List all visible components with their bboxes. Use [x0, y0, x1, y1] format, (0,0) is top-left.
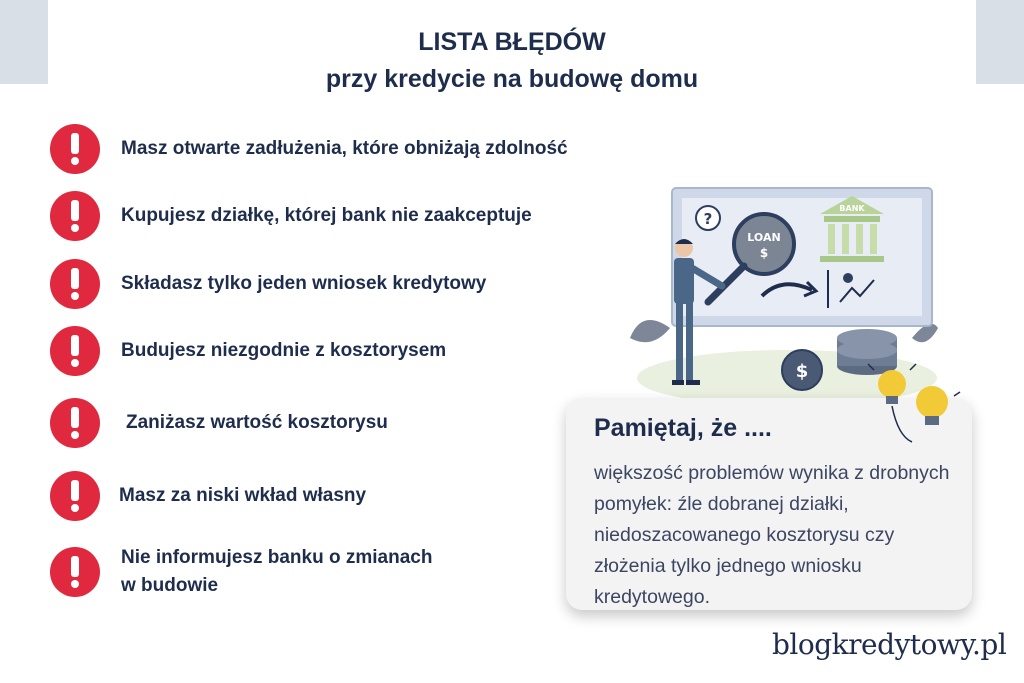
coin-small-icon — [843, 273, 853, 283]
loan-label: LOAN — [747, 231, 781, 244]
error-item-label: Budujesz niezgodnie z kosztorysem — [121, 340, 447, 361]
exclamation-icon — [50, 471, 100, 521]
dollar-label: $ — [759, 246, 769, 260]
error-item — [50, 191, 532, 241]
light-bulb-icon — [862, 356, 962, 448]
brand-logo: blogkredytowy.pl — [772, 628, 1007, 661]
error-item-label: Zaniżasz wartość kosztorysu — [126, 412, 388, 433]
error-item — [50, 398, 388, 448]
error-item — [50, 326, 446, 376]
error-item-label: Nie informujesz banku o zmianach w budowie — [121, 547, 433, 596]
page-title — [0, 26, 1024, 96]
reminder-text: większość problemów wynika z drobnych pomyłek: źle dobranej działki, niedoszacowanego kosztorysu czy złożenia tylko jednego wniosku kredytowego. — [594, 462, 950, 608]
question-mark-text: ? — [703, 210, 713, 228]
error-item — [50, 544, 432, 600]
exclamation-icon — [50, 191, 100, 241]
title-line-2: przy kredycie na budowę domu — [325, 65, 699, 93]
exclamation-icon — [50, 326, 100, 376]
error-item-label: Kupujesz działkę, której bank nie zaakceptuje — [121, 205, 532, 226]
exclamation-icon — [50, 259, 100, 309]
error-item — [50, 471, 366, 521]
error-item — [50, 259, 486, 309]
error-item-label: Masz otwarte zadłużenia, które obniżają zdolność — [121, 138, 568, 159]
reminder-title: Pamiętaj, że .... — [594, 414, 772, 442]
exclamation-icon — [50, 124, 100, 174]
leaf-icon — [630, 320, 670, 342]
coin-dollar-label: $ — [795, 361, 809, 382]
title-line-1: LISTA BŁĘDÓW — [418, 28, 606, 56]
exclamation-icon — [50, 398, 100, 448]
error-item-label: Masz za niski wkład własny — [119, 485, 367, 506]
error-item-label: Składasz tylko jeden wniosek kredytowy — [121, 273, 487, 294]
exclamation-icon — [50, 547, 100, 597]
bank-label: BANK — [839, 204, 865, 213]
error-item — [50, 124, 568, 174]
